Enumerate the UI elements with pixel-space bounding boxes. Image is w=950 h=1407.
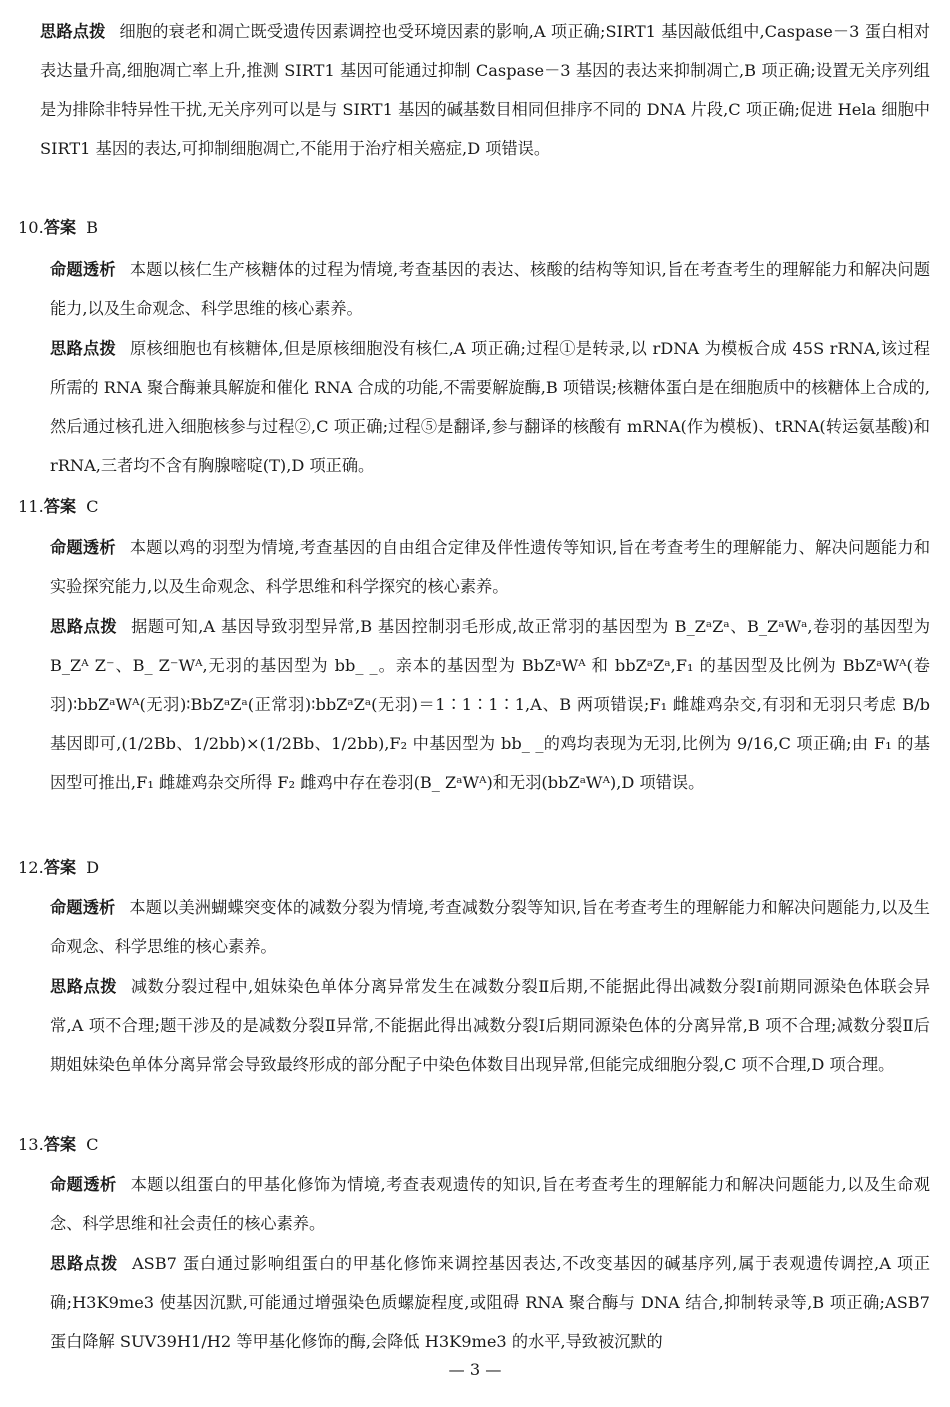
mingti-label: 命题透析: [50, 538, 116, 557]
mingti-label: 命题透析: [50, 898, 116, 917]
q10-answer: B: [86, 218, 99, 237]
answer-label: 答案: [43, 1135, 77, 1154]
q11-number: 11.: [18, 497, 44, 516]
q11-mingti-paragraph: [50, 528, 930, 606]
q13-mingti-paragraph: [50, 1165, 930, 1243]
siluo-label: 思路点拨: [50, 1254, 118, 1273]
siluo-label: 思路点拨: [50, 339, 116, 358]
siluo-label: 思路点拨: [50, 977, 117, 996]
q9-siluo-paragraph: [40, 12, 930, 168]
siluo-label: 思路点拨: [50, 617, 118, 636]
q11-siluo-text: 据题可知,A 基因导致羽型异常,B 基因控制羽毛形成,故正常羽的基因型为 B_ZᵃZᵃ、B_ZᵃWᵃ,卷羽的基因型为 B_Zᴬ Z⁻、B_ Z⁻Wᴬ,无羽的基因型为 bb_ _。亲本的基因型为 BbZᵃWᴬ 和 bbZᵃZᵃ,F₁ 的基因型及比例为 BbZᵃWᴬ(卷羽)∶bbZᵃWᴬ(无羽)∶BbZᵃZᵃ(正常羽)∶bbZᵃZᵃ(无羽)＝1∶1∶1∶1,A、B 两项错误;F₁ 雌雄鸡杂交,有羽和无羽只考虑 B/b 基因即可,(1/2Bb、1/2bb)×(1/2Bb、1/2bb),F₂ 中基因型为 bb_ _的鸡均表现为无羽,比例为 9/16,C 项正确;由 F₁ 的基因型可推出,F₁ 雌雄鸡杂交所得 F₂ 雌鸡中存在卷羽(B_ ZᵃWᴬ)和无羽(bbZᵃWᴬ),D 项错误。: [50, 617, 931, 792]
q13-answer-line: [18, 1125, 99, 1164]
answer-label: 答案: [43, 218, 77, 237]
q10-siluo-paragraph: [50, 329, 930, 485]
q12-answer-line: [18, 848, 99, 887]
answer-label: 答案: [43, 858, 77, 877]
q11-answer: C: [86, 497, 99, 516]
q11-mingti-text: 本题以鸡的羽型为情境,考查基因的自由组合定律及伴性遗传等知识,旨在考查考生的理解能力、解决问题能力和实验探究能力,以及生命观念、科学思维和科学探究的核心素养。: [50, 538, 930, 596]
q13-siluo-text: ASB7 蛋白通过影响组蛋白的甲基化修饰来调控基因表达,不改变基因的碱基序列,属于表观遗传调控,A 项正确;H3K9me3 使基因沉默,可能通过增强染色质螺旋程度,或阻碍 RNA 聚合酶与 DNA 结合,抑制转录等,B 项正确;ASB7 蛋白降解 SUV39H1/H2 等甲基化修饰的酶,会降低 H3K9me3 的水平,导致被沉默的: [50, 1254, 931, 1351]
q13-number: 13.: [18, 1135, 44, 1154]
q10-mingti-paragraph: [50, 250, 930, 328]
q10-mingti-text: 本题以核仁生产核糖体的过程为情境,考查基因的表达、核酸的结构等知识,旨在考查考生的理解能力和解决问题能力,以及生命观念、科学思维的核心素养。: [50, 260, 930, 318]
q12-mingti-paragraph: [50, 888, 930, 966]
q11-answer-line: [18, 487, 99, 526]
siluo-label: 思路点拨: [40, 22, 106, 41]
q10-answer-line: [18, 208, 98, 247]
q13-answer: C: [86, 1135, 99, 1154]
q9-siluo-text: 细胞的衰老和凋亡既受遗传因素调控也受环境因素的影响,A 项正确;SIRT1 基因敲低组中,Caspase－3 蛋白相对表达量升高,细胞凋亡率上升,推测 SIRT1 基因可能通过抑制 Caspase－3 基因的表达来抑制凋亡,B 项正确;设置无关序列组是为排除非特异性干扰,无关序列可以是与 SIRT1 基因的碱基数目相同但排序不同的 DNA 片段,C 项正确;促进 Hela 细胞中 SIRT1 基因的表达,可抑制细胞凋亡,不能用于治疗相关癌症,D 项错误。: [40, 22, 930, 158]
mingti-label: 命题透析: [50, 260, 116, 279]
q12-number: 12.: [18, 858, 44, 877]
q13-mingti-text: 本题以组蛋白的甲基化修饰为情境,考查表观遗传的知识,旨在考查考生的理解能力和解决问题能力,以及生命观念、科学思维和社会责任的核心素养。: [50, 1175, 930, 1233]
mingti-label: 命题透析: [50, 1175, 117, 1194]
q12-mingti-text: 本题以美洲蝴蝶突变体的减数分裂为情境,考查减数分裂等知识,旨在考查考生的理解能力和解决问题能力,以及生命观念、科学思维的核心素养。: [50, 898, 930, 956]
q12-answer: D: [86, 858, 100, 877]
q10-number: 10.: [18, 218, 44, 237]
q12-siluo-paragraph: [50, 967, 930, 1084]
q10-siluo-text: 原核细胞也有核糖体,但是原核细胞没有核仁,A 项正确;过程①是转录,以 rDNA 为模板合成 45S rRNA,该过程所需的 RNA 聚合酶兼具解旋和催化 RNA 合成的功能,不需要解旋酶,B 项错误;核糖体蛋白是在细胞质中的核糖体上合成的,然后通过核孔进入细胞核参与过程②,C 项正确;过程⑤是翻译,参与翻译的核酸有 mRNA(作为模板)、tRNA(转运氨基酸)和 rRNA,三者均不含有胸腺嘧啶(T),D 项正确。: [50, 339, 930, 475]
answer-label: 答案: [43, 497, 77, 516]
q13-siluo-paragraph: [50, 1244, 930, 1361]
page-number: — 3 —: [448, 1360, 502, 1379]
q12-siluo-text: 减数分裂过程中,姐妹染色单体分离异常发生在减数分裂Ⅱ后期,不能据此得出减数分裂Ⅰ前期同源染色体联会异常,A 项不合理;题干涉及的是减数分裂Ⅱ异常,不能据此得出减数分裂Ⅰ后期同源染色体的分离异常,B 项不合理;减数分裂Ⅱ后期姐妹染色单体分离异常会导致最终形成的部分配子中染色体数目出现异常,但能完成细胞分裂,C 项不合理,D 项合理。: [50, 977, 931, 1074]
q11-siluo-paragraph: [50, 607, 930, 802]
